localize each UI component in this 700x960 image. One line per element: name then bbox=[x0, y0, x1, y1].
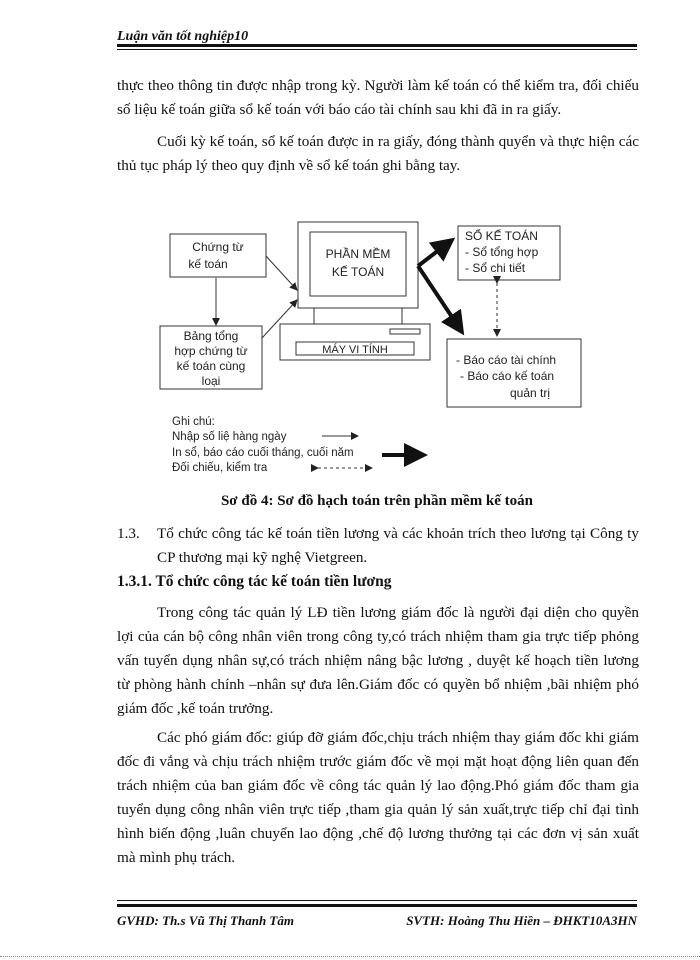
box-bang-line1: Bảng tổng bbox=[183, 329, 239, 343]
footer-advisor: GVHD: Th.s Vũ Thị Thanh Tâm bbox=[117, 913, 294, 928]
legend-title: Ghi chú: bbox=[172, 416, 215, 428]
bao-cao-line2: - Báo cáo kế toán bbox=[460, 369, 555, 383]
footer-student: SVTH: Hoàng Thu Hiền – ĐHKT10A3HN bbox=[406, 913, 637, 928]
so-ke-toan-item2: - Sổ chi tiết bbox=[465, 261, 526, 275]
paragraph-2: Cuối kỳ kế toán, sổ kế toán được in ra giấy, đóng thành quyển và thực hiện các thủ tục pháp lý theo quy định về sổ kế toán ghi bằng tay. bbox=[117, 133, 639, 174]
monitor-screen bbox=[310, 232, 406, 296]
so-ke-toan-item1: - Sổ tổng hợp bbox=[465, 245, 539, 259]
arrow-chung-tu-to-software bbox=[266, 256, 297, 290]
computer-label: MÁY VI TÍNH bbox=[322, 344, 388, 356]
box-chung-tu-line1: Chứng từ bbox=[192, 240, 244, 254]
page-edge-dotted bbox=[0, 956, 700, 957]
legend-item-2: In sổ, báo cáo cuối tháng, cuối năm bbox=[172, 447, 354, 459]
arrow-print-bao-cao bbox=[418, 266, 462, 332]
box-bang-line2: hợp chứng từ bbox=[174, 344, 248, 358]
computer-slot bbox=[390, 329, 420, 334]
box-chung-tu-line2: kế toán bbox=[188, 257, 228, 271]
box-bang-line3: kế toán cùng bbox=[176, 359, 246, 373]
legend-item-3: Đối chiếu, kiểm tra bbox=[172, 462, 268, 474]
software-line2: KẾ TOÁN bbox=[331, 265, 385, 279]
so-ke-toan-title: SỔ KẾ TOÁN bbox=[465, 229, 538, 243]
bao-cao-line3: quản trị bbox=[509, 386, 551, 400]
footer-rule-thick bbox=[117, 904, 637, 907]
monitor-stand bbox=[314, 308, 402, 324]
legend-item-1: Nhập số liệ hàng ngày bbox=[172, 431, 287, 443]
footer-rule-thin bbox=[117, 900, 637, 901]
section-1-3-title: Tổ chức công tác kế toán tiền lương và các khoản trích theo lương tại Công ty CP thương mại kỹ nghệ Vietgreen. bbox=[157, 525, 639, 566]
box-bang-line4: loại bbox=[201, 374, 221, 388]
paragraph-3: Trong công tác quản lý LĐ tiền lương giám đốc là người đại diện cho quyền lợi của cán bộ công nhân viên trong công ty,có trách nhiệm tham gia trực tiếp phỏng vấn tuyển dụng nhân sự,có trách nhiệm nâng bậc lương , duyệt kế hoạch tiền lương từ phòng hành chính –nhân sự đưa lên.Giám đốc có quyền bổ nhiệm ,bãi nhiệm phó giám đốc ,kế toán trưởng. bbox=[117, 604, 639, 717]
section-1-3 bbox=[117, 522, 639, 570]
paragraph-1: thực theo thông tin được nhập trong kỳ. Người làm kế toán có thể kiểm tra, đối chiếu số liệu kế toán giữa sổ kế toán với báo cáo tài chính sau khi đã in ra giấy. bbox=[117, 77, 639, 118]
paragraph-4: Các phó giám đốc: giúp đỡ giám đốc,chịu trách nhiệm thay giám đốc khi giám đốc đi vắng và chịu trách nhiệm trước giám đốc về mọi mặt hoạt động liên quan đến trách nhiệm của ban giám đốc về công tác quản lý lao động.Phó giám đốc tham gia tuyển dụng công nhân viên trực tiếp ,tham gia quản lý sản xuất,trực tiếp chỉ đại tình hình biến động ,luân chuyển lao động ,chế độ lương thưởng tại các đơn vị sản xuất mà mình phụ trách. bbox=[117, 729, 639, 866]
section-1-3-1-heading: 1.3.1. Tổ chức công tác kế toán tiền lương bbox=[117, 573, 392, 590]
software-line1: PHẦN MỀM bbox=[325, 247, 391, 261]
arrow-print-so bbox=[418, 240, 452, 266]
bao-cao-line1: - Báo cáo tài chính bbox=[456, 353, 557, 367]
section-1-3-number: 1.3. bbox=[117, 525, 140, 542]
diagram-caption: Sơ đồ 4: Sơ đồ hạch toán trên phần mềm kế toán bbox=[220, 493, 534, 509]
header-title: Luận văn tốt nghiệp10 bbox=[117, 29, 249, 44]
